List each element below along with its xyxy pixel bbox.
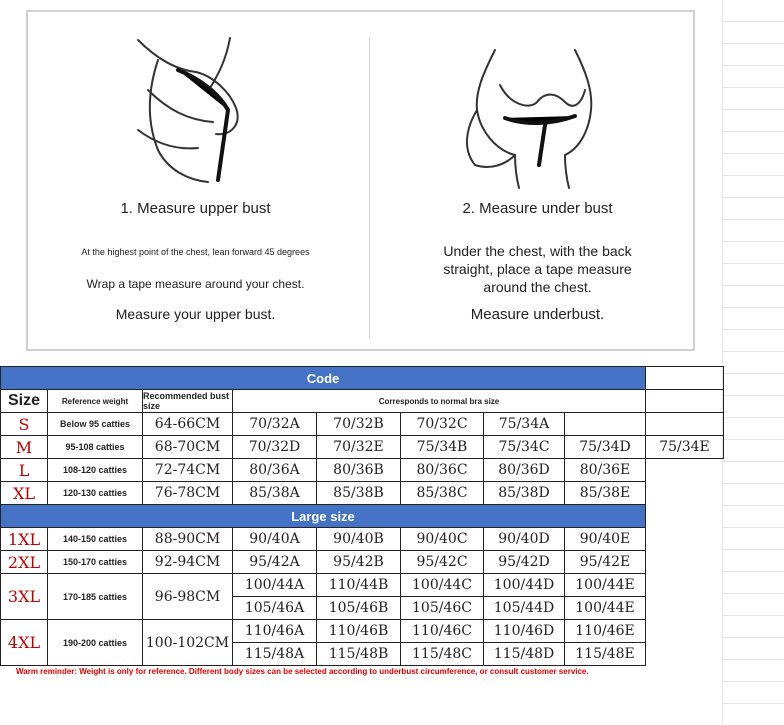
col-bust: Recommended bust size — [143, 390, 233, 413]
bra-cell: 70/32E — [317, 436, 401, 459]
large-size-band: Large size — [1, 505, 646, 528]
weight-cell: 170-185 catties — [48, 574, 143, 620]
code-band: Code — [1, 367, 646, 390]
upper-bust-instruction-2: Wrap a tape measure around your chest. — [86, 277, 305, 291]
bra-cell: 80/36E — [565, 459, 646, 482]
bra-cell: 110/46B — [317, 620, 401, 643]
upper-bust-title: 1. Measure upper bust — [120, 200, 271, 217]
bra-cell: 115/48E — [565, 643, 646, 666]
bra-cell: 100/44C — [401, 574, 484, 597]
column-header-row — [1, 390, 724, 413]
table-row — [1, 413, 724, 436]
bra-cell: 75/34A — [484, 413, 565, 436]
upper-bust-panel — [28, 12, 363, 349]
bra-cell: 75/34B — [401, 436, 484, 459]
bra-cell: 105/44D — [484, 597, 565, 620]
under-bust-instruction-1: Under the chest, with the back straight, place a tape measure around the chest. — [443, 243, 632, 295]
bra-cell: 90/40A — [233, 528, 317, 551]
spreadsheet-grid-background — [722, 0, 784, 725]
upper-bust-illustration-icon — [118, 30, 278, 190]
table-row — [1, 436, 724, 459]
bra-cell: 110/46C — [401, 620, 484, 643]
weight-cell: Below 95 catties — [48, 413, 143, 436]
bra-cell: 70/32D — [233, 436, 317, 459]
under-bust-illustration-icon — [455, 30, 615, 190]
bust-cell: 72-74CM — [143, 459, 233, 482]
size-cell: 1XL — [1, 528, 48, 551]
bust-cell: 64-66CM — [143, 413, 233, 436]
code-header-row — [1, 367, 724, 390]
bra-cell: 110/44B — [317, 574, 401, 597]
bra-cell: 100/44D — [484, 574, 565, 597]
bra-cell: 85/38C — [401, 482, 484, 505]
table-row — [1, 551, 724, 574]
size-cell: 4XL — [1, 620, 48, 666]
table-row — [1, 528, 724, 551]
bra-cell: 95/42E — [565, 551, 646, 574]
bra-cell: 100/44A — [233, 574, 317, 597]
bra-cell: 90/40E — [565, 528, 646, 551]
bra-cell: 75/34C — [484, 436, 565, 459]
bra-cell: 80/36C — [401, 459, 484, 482]
bra-cell: 110/46E — [565, 620, 646, 643]
bra-cell: 70/32A — [233, 413, 317, 436]
upper-bust-instruction-3: Measure your upper bust. — [115, 306, 276, 322]
weight-cell: 140-150 catties — [48, 528, 143, 551]
bra-cell: 70/32B — [317, 413, 401, 436]
size-cell: M — [1, 436, 48, 459]
table-row — [1, 459, 724, 482]
bra-cell: 90/40B — [317, 528, 401, 551]
bust-cell: 92-94CM — [143, 551, 233, 574]
upper-bust-instruction-1: At the highest point of the chest, lean forward 45 degrees — [81, 247, 310, 257]
table-row — [1, 620, 724, 643]
table-row — [1, 482, 724, 505]
bust-cell: 100-102CM — [143, 620, 233, 666]
size-table — [0, 366, 724, 666]
bra-cell: 85/38E — [565, 482, 646, 505]
bra-cell: 75/34D — [565, 436, 646, 459]
under-bust-instruction-2: Measure underbust. — [470, 306, 605, 323]
bra-cell: 85/38B — [317, 482, 401, 505]
bra-cell: 95/42B — [317, 551, 401, 574]
bra-cell: 115/48D — [484, 643, 565, 666]
col-size: Size — [1, 390, 48, 413]
size-cell: S — [1, 413, 48, 436]
bra-cell: 80/36B — [317, 459, 401, 482]
bra-cell: 100/44E — [565, 597, 646, 620]
bra-cell: 80/36A — [233, 459, 317, 482]
bra-cell: 115/48A — [233, 643, 317, 666]
bra-cell: 110/46D — [484, 620, 565, 643]
bra-cell: 110/46A — [233, 620, 317, 643]
bust-cell: 68-70CM — [143, 436, 233, 459]
size-cell: XL — [1, 482, 48, 505]
weight-cell: 108-120 catties — [48, 459, 143, 482]
bra-cell: 90/40D — [484, 528, 565, 551]
bust-cell: 76-78CM — [143, 482, 233, 505]
size-cell: 2XL — [1, 551, 48, 574]
under-bust-panel — [370, 12, 705, 349]
measurement-guide — [26, 10, 695, 351]
bra-cell: 85/38D — [484, 482, 565, 505]
under-bust-title: 2. Measure under bust — [462, 200, 613, 217]
table-row — [1, 574, 724, 597]
bra-cell: 115/48C — [401, 643, 484, 666]
size-cell: 3XL — [1, 574, 48, 620]
bust-cell: 96-98CM — [143, 574, 233, 620]
weight-cell: 120-130 catties — [48, 482, 143, 505]
weight-cell: 95-108 catties — [48, 436, 143, 459]
col-bra: Corresponds to normal bra size — [233, 390, 646, 413]
bra-cell: 85/38A — [233, 482, 317, 505]
bra-cell: 115/48B — [317, 643, 401, 666]
bra-cell: 105/46B — [317, 597, 401, 620]
weight-cell: 150-170 catties — [48, 551, 143, 574]
large-size-header-row — [1, 505, 724, 528]
bra-cell: 105/46A — [233, 597, 317, 620]
bra-cell: 95/42D — [484, 551, 565, 574]
bra-cell: 100/44E — [565, 574, 646, 597]
col-weight: Reference weight — [48, 390, 143, 413]
bra-cell: 75/34E — [646, 436, 724, 459]
bra-cell: 90/40C — [401, 528, 484, 551]
bra-cell: 95/42A — [233, 551, 317, 574]
weight-cell: 190-200 catties — [48, 620, 143, 666]
warm-reminder: Warm reminder: Weight is only for reference. Different body sizes can be selected according to underbust circumference, or consult customer service. — [16, 667, 589, 676]
bra-cell: 80/36D — [484, 459, 565, 482]
bust-cell: 88-90CM — [143, 528, 233, 551]
bra-cell: 95/42C — [401, 551, 484, 574]
size-cell: L — [1, 459, 48, 482]
bra-cell: 105/46C — [401, 597, 484, 620]
bra-cell: 70/32C — [401, 413, 484, 436]
